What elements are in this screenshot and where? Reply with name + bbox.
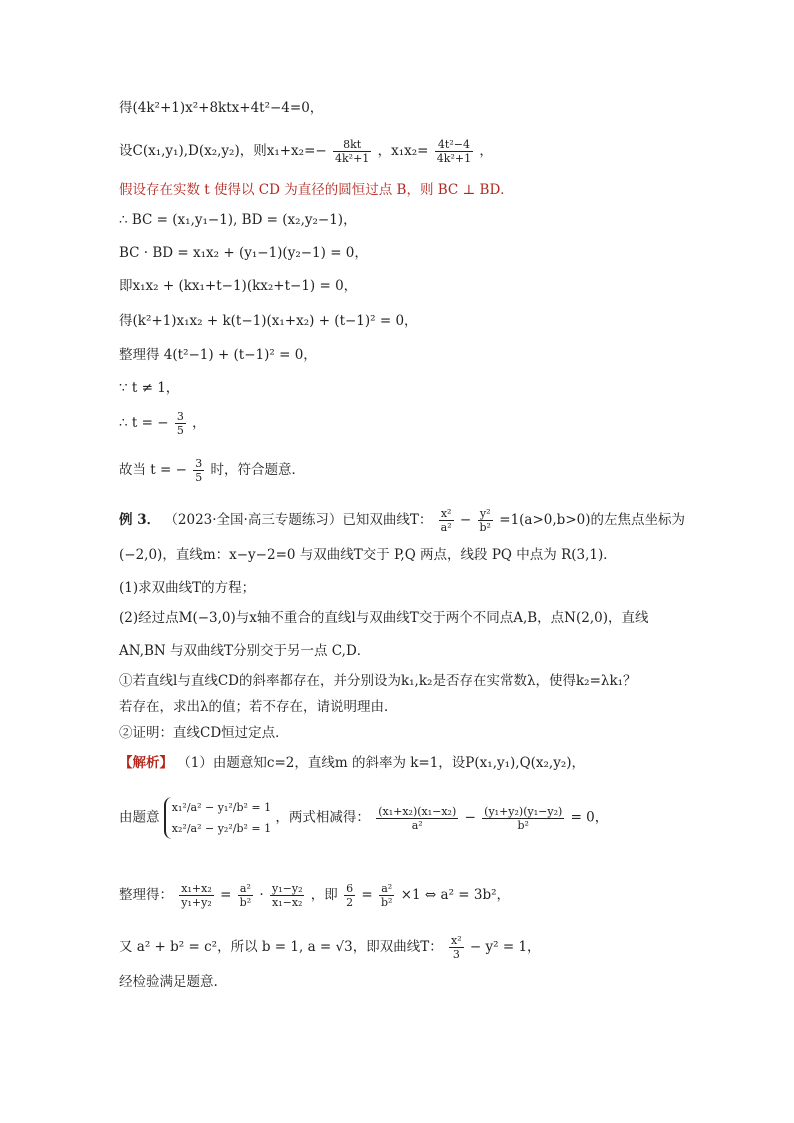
text-segment: 故当 t = − bbox=[119, 462, 187, 478]
fraction-numerator: x² bbox=[451, 934, 462, 947]
problem-part-2-1: ①若直线l与直线CD的斜率都存在，并分别设为k₁,k₂是否存在实常数λ，使得k₂=λk₁？ bbox=[119, 673, 637, 689]
fraction-denominator: 5 bbox=[195, 471, 203, 484]
text-segment: 时，符合题意． bbox=[210, 462, 306, 478]
text-segment: ，两式相减得： bbox=[275, 809, 370, 826]
eq-line-7: 得(k²+1)x₁x₂ + k(t−1)(x₁+x₂) + (t−1)² = 0， bbox=[119, 313, 418, 329]
fraction-denominator: y₁+y₂ bbox=[181, 896, 212, 909]
fraction-numerator: x² bbox=[439, 507, 454, 521]
fraction-denominator: 3 bbox=[452, 948, 460, 961]
example-3-header bbox=[119, 507, 685, 534]
text-segment: = bbox=[220, 887, 232, 903]
text-segment: ×1 ⇔ a² = 3b²， bbox=[400, 887, 511, 903]
conclusion-line bbox=[119, 457, 305, 484]
fraction bbox=[435, 138, 473, 165]
simplify-line bbox=[119, 882, 510, 909]
verification-line: 经检验满足题意. bbox=[119, 974, 218, 990]
fraction-denominator: x₁−x₂ bbox=[272, 896, 303, 909]
fraction-denominator: 4k²+1 bbox=[436, 152, 472, 165]
fraction-numerator: a² bbox=[379, 882, 394, 896]
fraction-numerator: 3 bbox=[195, 457, 203, 470]
fraction-denominator: b² bbox=[380, 896, 393, 909]
eq-line-6: 即x₁x₂ + (kx₁+t−1)(kx₂+t−1) = 0， bbox=[119, 278, 358, 294]
problem-part-1: (1)求双曲线T的方程； bbox=[119, 580, 256, 596]
fraction-denominator: a² bbox=[411, 818, 423, 832]
fraction-numerator: (x₁+x₂)(x₁−x₂) bbox=[378, 804, 457, 818]
text-segment: （2023·全国·高三专题练习）已知双曲线T： bbox=[164, 512, 433, 528]
fraction bbox=[175, 410, 186, 437]
problem-part-2-2: ②证明：直线CD恒过定点． bbox=[119, 725, 289, 741]
text-segment: ， bbox=[479, 143, 493, 159]
fraction-numerator: 4t²−4 bbox=[435, 138, 473, 152]
fraction bbox=[179, 882, 213, 909]
assumption-line: 假设存在实数 t 使得以 CD 为直径的圆恒过点 B，则 BC ⊥ BD． bbox=[119, 182, 514, 198]
text-segment: = bbox=[361, 887, 373, 903]
equation-system bbox=[164, 797, 271, 839]
problem-part-2: (2)经过点M(−3,0)与x轴不重合的直线l与双曲线T交于两个不同点A,B，点N(2,0)，直线 bbox=[119, 610, 649, 626]
fraction bbox=[379, 882, 394, 909]
fraction-denominator: b² bbox=[239, 896, 252, 909]
fraction bbox=[478, 507, 493, 534]
fraction bbox=[439, 507, 454, 534]
text-segment: = 0， bbox=[570, 809, 609, 826]
problem-line-18: 若存在，求出λ的值；若不存在，请说明理由． bbox=[119, 699, 398, 715]
text-segment: ，x₁x₂= bbox=[377, 143, 429, 159]
eq-line-8: 整理得 4(t²−1) + (t−1)² = 0， bbox=[119, 347, 317, 363]
text-segment: ，即 bbox=[310, 887, 338, 903]
fraction bbox=[193, 457, 204, 484]
solution-header-line bbox=[119, 753, 585, 773]
fraction bbox=[376, 805, 458, 832]
text-segment: 设C(x₁,y₁),D(x₂,y₂)，则x₁+x₂=− bbox=[119, 143, 327, 159]
text-segment: ∴ t = − bbox=[119, 415, 169, 431]
eq-line-9: ∵ t ≠ 1， bbox=[119, 380, 180, 396]
eq-line-1: 得(4k²+1)x²+8ktx+4t²−4=0， bbox=[119, 100, 324, 116]
system-line bbox=[119, 797, 608, 839]
problem-line-16: AN,BN 与双曲线T分别交于另一点 C,D． bbox=[119, 643, 371, 659]
fraction-numerator: y² bbox=[478, 507, 493, 521]
problem-line-13: (−2,0)，直线m：x−y−2=0 与双曲线T交于 P,Q 两点，线段 PQ 中点为 R(3,1)． bbox=[119, 547, 617, 563]
text-segment: （1）由题意知c=2，直线m 的斜率为 k=1，设P(x₁,y₁),Q(x₂,y₂)， bbox=[177, 755, 586, 771]
fraction-denominator: a² bbox=[440, 521, 452, 534]
fraction-numerator: a² bbox=[238, 882, 253, 896]
example-label: 例 3． bbox=[119, 512, 161, 528]
result-line bbox=[119, 934, 541, 961]
fraction-numerator: (y₁+y₂)(y₁−y₂) bbox=[484, 804, 563, 818]
fraction bbox=[333, 138, 371, 165]
fraction-numerator: 3 bbox=[176, 410, 184, 423]
eq-line-4: ∴ BC = (x₁,y₁−1), BD = (x₂,y₂−1)， bbox=[119, 212, 357, 228]
fraction bbox=[482, 805, 564, 832]
fraction-denominator: b² bbox=[517, 818, 529, 832]
eq-line-10 bbox=[119, 410, 206, 437]
fraction-denominator: 2 bbox=[346, 896, 354, 909]
fraction-denominator: b² bbox=[479, 521, 491, 534]
text-segment: · bbox=[259, 887, 264, 903]
text-segment: ， bbox=[192, 415, 206, 431]
system-eq-2: x₂²/a² − y₂²/b² = 1 bbox=[171, 822, 272, 835]
system-eq-1: x₁²/a² − y₁²/b² = 1 bbox=[171, 801, 272, 814]
fraction bbox=[449, 934, 464, 961]
eq-line-2 bbox=[119, 138, 493, 165]
text-segment: − bbox=[464, 809, 476, 826]
text-segment: 又 a² + b² = c²，所以 b = 1, a = √3，即双曲线T： bbox=[119, 939, 443, 955]
text-segment: − bbox=[459, 512, 472, 528]
fraction bbox=[344, 882, 355, 909]
text-segment: 整理得： bbox=[119, 887, 173, 903]
text-segment: =1(a>0,b>0)的左焦点坐标为 bbox=[499, 512, 685, 528]
text-segment: 由题意 bbox=[119, 809, 160, 826]
fraction-numerator: x₁+x₂ bbox=[179, 882, 213, 896]
fraction-numerator: 6 bbox=[346, 882, 354, 895]
fraction-numerator: 8kt bbox=[333, 138, 371, 152]
fraction-denominator: 4k²+1 bbox=[335, 152, 370, 165]
solution-label: 【解析】 bbox=[119, 755, 173, 771]
fraction-numerator: y₁−y₂ bbox=[272, 882, 303, 895]
eq-line-5: BC · BD = x₁x₂ + (y₁−1)(y₂−1) = 0， bbox=[119, 245, 368, 261]
fraction bbox=[238, 882, 253, 909]
fraction-denominator: 5 bbox=[176, 424, 184, 437]
fraction bbox=[270, 882, 304, 909]
text-segment: − y² = 1， bbox=[469, 939, 541, 955]
